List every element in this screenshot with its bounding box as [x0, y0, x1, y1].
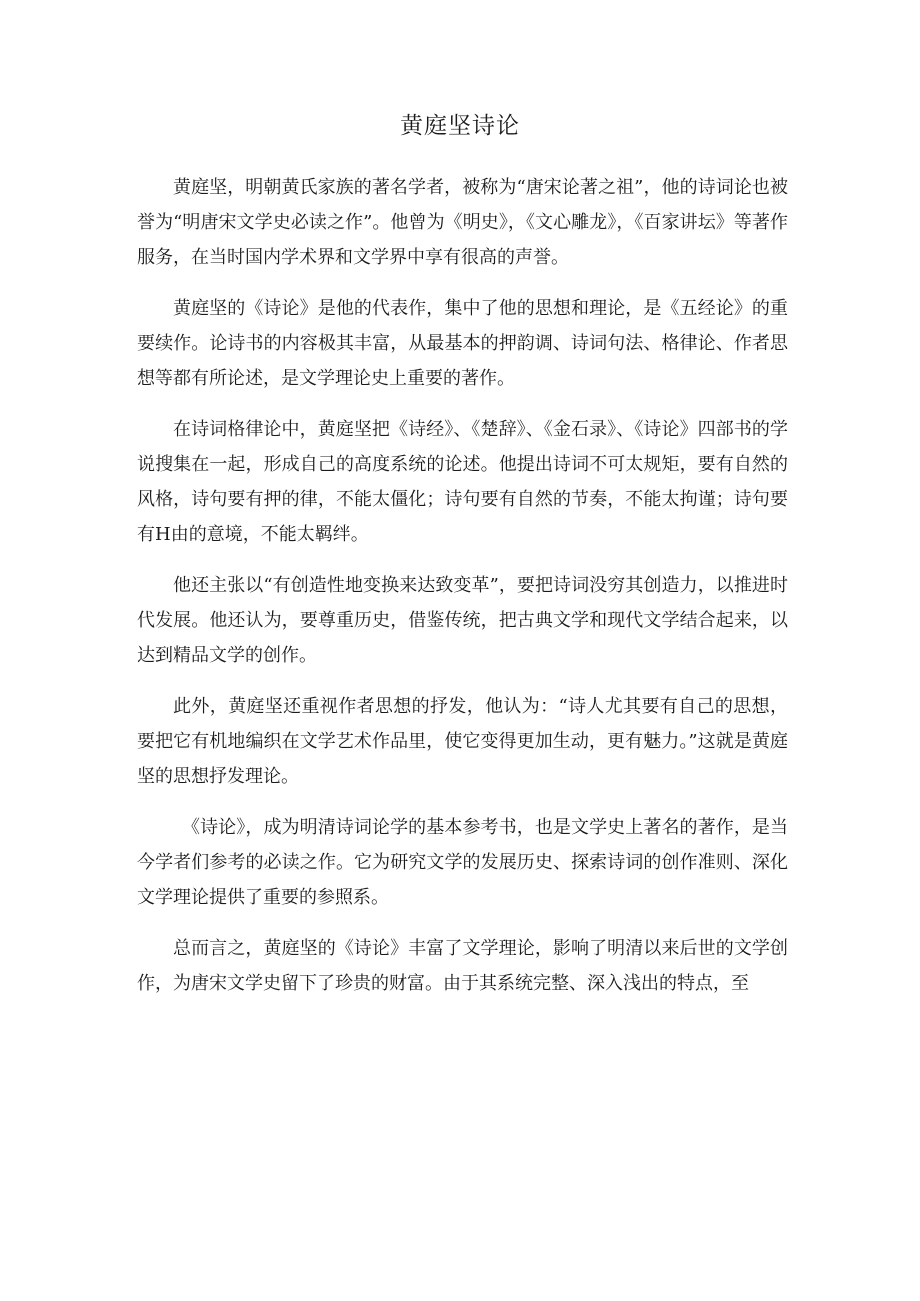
paragraph-4: 他还主张以“有创造性地变换来达致变革”，要把诗词没穷其创造力，以推进时代发展。他还认为，要尊重历史，借鉴传统，把古典文学和现代文学结合起来，以达到精品文学的创作。	[137, 575, 788, 666]
paragraph-5: 此外，黄庭坚还重视作者思想的抒发，他认为：“诗人尤其要有自己的思想，要把它有机地编织在文学艺术作品里，使它变得更加生动，更有魅力。”这就是黄庭坚的思想抒发理论。	[137, 696, 788, 787]
paragraph-3: 在诗词格律论中，黄庭坚把《诗经》、《楚辞》、《金石录》、《诗论》四部书的学说搜集在一起，形成自己的高度系统的论述。他提出诗词不可太规矩，要有自然的风格，诗句要有押的律，不能太僵化；诗句要有自然的节奏，不能太拘谨；诗句要有H由的意境，不能太羁绊。	[137, 419, 788, 545]
paragraph-7: 总而言之，黄庭坚的《诗论》丰富了文学理论，影响了明清以来后世的文学创作，为唐宋文学史留下了珍贵的财富。由于其系统完整、深入浅出的特点，至	[137, 938, 788, 994]
paragraph-2: 黄庭坚的《诗论》是他的代表作，集中了他的思想和理论，是《五经论》的重要续作。论诗书的内容极其丰富，从最基本的押韵调、诗词句法、格律论、作者思想等都有所论述，是文学理论史上重要的著作。	[137, 298, 788, 389]
paragraph-6: 《诗论》，成为明清诗词论学的基本参考书，也是文学史上著名的著作，是当今学者们参考的必读之作。它为研究文学的发展历史、探索诗词的创作准则、深化文学理论提供了重要的参照系。	[137, 817, 788, 908]
document-title: 黄庭坚诗论	[400, 113, 520, 139]
paragraph-1: 黄庭坚，明朝黄氏家族的著名学者，被称为“唐宋论著之祖”，他的诗词论也被誉为“明唐宋文学史必读之作”。他曾为《明史》，《文心雕龙》，《百家讲坛》等著作服务，在当时国内学术界和文学界中享有很高的声誉。	[137, 177, 788, 268]
document-body	[137, 170, 788, 1017]
